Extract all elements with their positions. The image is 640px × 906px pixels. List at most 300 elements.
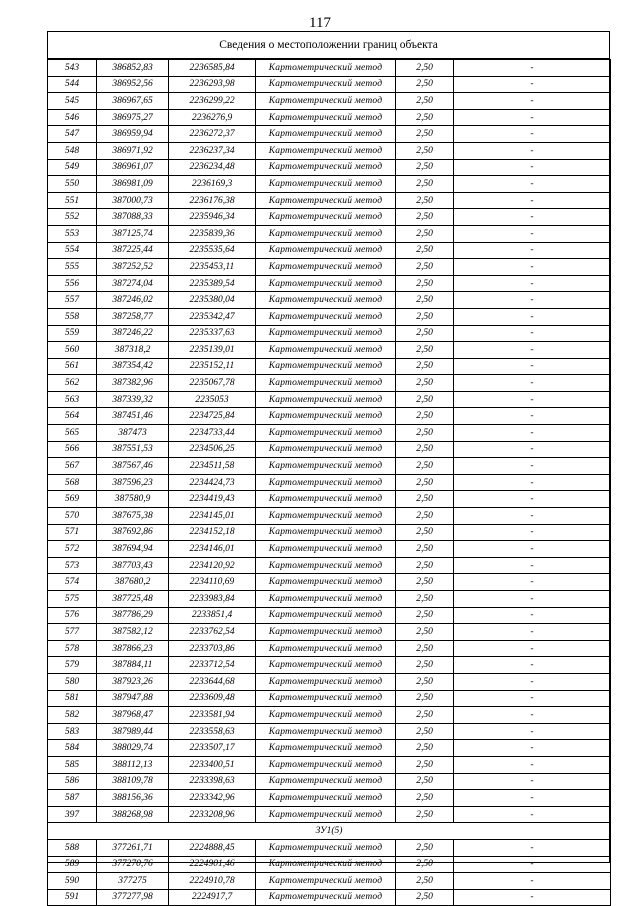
cell-point-number: 548 (48, 142, 97, 159)
cell-coord-x: 388268,98 (97, 806, 169, 823)
table-row (48, 607, 611, 624)
cell-method: Картометрический метод (256, 508, 396, 525)
cell-description: - (454, 225, 611, 242)
cell-method: Картометрический метод (256, 591, 396, 608)
cell-method: Картометрический метод (256, 275, 396, 292)
cell-coord-y: 2233983,84 (169, 591, 256, 608)
cell-coord-y: 2234725,84 (169, 408, 256, 425)
cell-point-number: 582 (48, 707, 97, 724)
cell-description: - (454, 358, 611, 375)
cell-point-number: 587 (48, 790, 97, 807)
cell-point-number: 590 (48, 873, 97, 890)
cell-coord-x: 386967,65 (97, 93, 169, 110)
cell-accuracy: 2,50 (396, 839, 454, 856)
cell-coord-y: 2235067,78 (169, 375, 256, 392)
cell-coord-x: 387582,12 (97, 624, 169, 641)
cell-accuracy: 2,50 (396, 574, 454, 591)
cell-coord-y: 2234120,92 (169, 557, 256, 574)
cell-coord-y: 2234152,18 (169, 524, 256, 541)
cell-accuracy: 2,50 (396, 657, 454, 674)
table-row (48, 325, 611, 342)
table-row (48, 707, 611, 724)
table-row (48, 259, 611, 276)
cell-point-number: 550 (48, 176, 97, 193)
cell-coord-x: 387451,46 (97, 408, 169, 425)
cell-description: - (454, 873, 611, 890)
table-row (48, 856, 611, 873)
table-row (48, 773, 611, 790)
cell-accuracy: 2,50 (396, 458, 454, 475)
table-row (48, 209, 611, 226)
cell-point-number: 556 (48, 275, 97, 292)
table-row (48, 524, 611, 541)
cell-method: Картометрический метод (256, 889, 396, 906)
cell-coord-y: 2233703,86 (169, 640, 256, 657)
cell-coord-y: 2234506,25 (169, 441, 256, 458)
cell-method: Картометрический метод (256, 93, 396, 110)
cell-coord-y: 2234110,69 (169, 574, 256, 591)
cell-coord-x: 386952,56 (97, 76, 169, 93)
cell-accuracy: 2,50 (396, 176, 454, 193)
cell-method: Картометрический метод (256, 126, 396, 143)
boundary-table-frame (47, 31, 610, 903)
cell-coord-y: 2235342,47 (169, 308, 256, 325)
cell-description: - (454, 640, 611, 657)
cell-coord-x: 387088,33 (97, 209, 169, 226)
cell-method: Картометрический метод (256, 408, 396, 425)
cell-description: - (454, 889, 611, 906)
cell-method: Картометрический метод (256, 441, 396, 458)
cell-method: Картометрический метод (256, 391, 396, 408)
cell-method: Картометрический метод (256, 242, 396, 259)
cell-coord-y: 2235839,36 (169, 225, 256, 242)
table-row (48, 308, 611, 325)
cell-coord-y: 2233400,51 (169, 756, 256, 773)
cell-description: - (454, 508, 611, 525)
boundary-points-table (47, 59, 611, 906)
cell-point-number: 547 (48, 126, 97, 143)
cell-coord-x: 387725,48 (97, 591, 169, 608)
cell-accuracy: 2,50 (396, 607, 454, 624)
cell-point-number: 567 (48, 458, 97, 475)
cell-coord-y: 2233398,63 (169, 773, 256, 790)
cell-point-number: 570 (48, 508, 97, 525)
cell-accuracy: 2,50 (396, 441, 454, 458)
cell-method: Картометрический метод (256, 541, 396, 558)
cell-point-number: 583 (48, 723, 97, 740)
cell-method: Картометрический метод (256, 873, 396, 890)
cell-coord-y: 2234511,58 (169, 458, 256, 475)
cell-accuracy: 2,50 (396, 358, 454, 375)
cell-coord-y: 2236276,9 (169, 109, 256, 126)
cell-coord-x: 388109,78 (97, 773, 169, 790)
cell-description: - (454, 806, 611, 823)
cell-method: Картометрический метод (256, 839, 396, 856)
cell-accuracy: 2,50 (396, 474, 454, 491)
table-row (48, 889, 611, 906)
cell-accuracy: 2,50 (396, 225, 454, 242)
cell-method: Картометрический метод (256, 209, 396, 226)
table-row (48, 458, 611, 475)
cell-point-number: 580 (48, 673, 97, 690)
cell-description: - (454, 192, 611, 209)
cell-point-number: 571 (48, 524, 97, 541)
cell-coord-x: 387866,23 (97, 640, 169, 657)
cell-point-number: 578 (48, 640, 97, 657)
cell-coord-y: 2233609,48 (169, 690, 256, 707)
cell-method: Картометрический метод (256, 491, 396, 508)
section-label: ЗУ1(5) (48, 823, 611, 840)
cell-description: - (454, 524, 611, 541)
cell-point-number: 560 (48, 342, 97, 359)
cell-method: Картометрический метод (256, 723, 396, 740)
cell-description: - (454, 93, 611, 110)
cell-description: - (454, 76, 611, 93)
table-row (48, 673, 611, 690)
table-row (48, 425, 611, 442)
cell-coord-x: 387125,74 (97, 225, 169, 242)
cell-coord-x: 377277,98 (97, 889, 169, 906)
table-row (48, 508, 611, 525)
cell-description: - (454, 790, 611, 807)
cell-coord-y: 2234145,01 (169, 508, 256, 525)
cell-coord-x: 387225,44 (97, 242, 169, 259)
cell-coord-x: 387680,2 (97, 574, 169, 591)
cell-point-number: 557 (48, 292, 97, 309)
cell-coord-x: 386975,27 (97, 109, 169, 126)
cell-method: Картометрический метод (256, 325, 396, 342)
cell-accuracy: 2,50 (396, 524, 454, 541)
cell-description: - (454, 574, 611, 591)
cell-description: - (454, 557, 611, 574)
cell-method: Картометрический метод (256, 574, 396, 591)
cell-accuracy: 2,50 (396, 624, 454, 641)
table-row (48, 342, 611, 359)
cell-accuracy: 2,50 (396, 408, 454, 425)
cell-coord-y: 2236237,34 (169, 142, 256, 159)
cell-point-number: 564 (48, 408, 97, 425)
cell-point-number: 579 (48, 657, 97, 674)
cell-method: Картометрический метод (256, 358, 396, 375)
cell-accuracy: 2,50 (396, 126, 454, 143)
cell-coord-y: 2234733,44 (169, 425, 256, 442)
cell-coord-y: 2233581,94 (169, 707, 256, 724)
cell-coord-x: 387884,11 (97, 657, 169, 674)
table-row (48, 491, 611, 508)
cell-coord-x: 386959,94 (97, 126, 169, 143)
cell-method: Картометрический метод (256, 259, 396, 276)
cell-coord-x: 387923,26 (97, 673, 169, 690)
cell-description: - (454, 425, 611, 442)
cell-coord-x: 387274,04 (97, 275, 169, 292)
cell-description: - (454, 657, 611, 674)
cell-accuracy: 2,50 (396, 740, 454, 757)
cell-point-number: 543 (48, 60, 97, 77)
cell-point-number: 565 (48, 425, 97, 442)
cell-accuracy: 2,50 (396, 242, 454, 259)
table-row (48, 640, 611, 657)
table-title: Сведения о местоположении границ объекта (48, 32, 609, 59)
cell-point-number: 574 (48, 574, 97, 591)
cell-description: - (454, 176, 611, 193)
table-row (48, 574, 611, 591)
cell-coord-y: 2235946,34 (169, 209, 256, 226)
table-row (48, 176, 611, 193)
table-row (48, 723, 611, 740)
cell-coord-x: 387339,32 (97, 391, 169, 408)
cell-accuracy: 2,50 (396, 159, 454, 176)
cell-coord-y: 2233644,68 (169, 673, 256, 690)
cell-method: Картометрический метод (256, 425, 396, 442)
cell-method: Картометрический метод (256, 142, 396, 159)
cell-description: - (454, 773, 611, 790)
cell-description: - (454, 159, 611, 176)
cell-method: Картометрический метод (256, 225, 396, 242)
cell-accuracy: 2,50 (396, 773, 454, 790)
cell-point-number: 581 (48, 690, 97, 707)
table-row (48, 375, 611, 392)
cell-description: - (454, 474, 611, 491)
cell-point-number: 588 (48, 839, 97, 856)
cell-accuracy: 2,50 (396, 259, 454, 276)
cell-coord-y: 2233762,54 (169, 624, 256, 641)
cell-point-number: 559 (48, 325, 97, 342)
cell-coord-y: 2224901,46 (169, 856, 256, 873)
cell-coord-y: 2233208,96 (169, 806, 256, 823)
cell-accuracy: 2,50 (396, 109, 454, 126)
cell-method: Картометрический метод (256, 524, 396, 541)
cell-method: Картометрический метод (256, 76, 396, 93)
cell-coord-x: 386981,09 (97, 176, 169, 193)
cell-accuracy: 2,50 (396, 292, 454, 309)
cell-description: - (454, 109, 611, 126)
cell-coord-x: 388029,74 (97, 740, 169, 757)
cell-method: Картометрический метод (256, 176, 396, 193)
cell-accuracy: 2,50 (396, 375, 454, 392)
table-row (48, 441, 611, 458)
table-row (48, 756, 611, 773)
cell-coord-x: 387000,73 (97, 192, 169, 209)
cell-accuracy: 2,50 (396, 391, 454, 408)
cell-coord-y: 2236169,3 (169, 176, 256, 193)
cell-coord-y: 2234424,73 (169, 474, 256, 491)
cell-coord-x: 387354,42 (97, 358, 169, 375)
cell-coord-x: 386971,92 (97, 142, 169, 159)
cell-coord-x: 387968,47 (97, 707, 169, 724)
cell-method: Картометрический метод (256, 640, 396, 657)
cell-method: Картометрический метод (256, 773, 396, 790)
cell-coord-y: 2236234,48 (169, 159, 256, 176)
cell-coord-y: 2235152,11 (169, 358, 256, 375)
cell-method: Картометрический метод (256, 109, 396, 126)
cell-accuracy: 2,50 (396, 707, 454, 724)
cell-accuracy: 2,50 (396, 76, 454, 93)
cell-coord-x: 387246,02 (97, 292, 169, 309)
cell-point-number: 591 (48, 889, 97, 906)
cell-description: - (454, 209, 611, 226)
table-row (48, 474, 611, 491)
cell-method: Картометрический метод (256, 806, 396, 823)
cell-description: - (454, 275, 611, 292)
cell-description: - (454, 259, 611, 276)
cell-coord-x: 387675,38 (97, 508, 169, 525)
cell-accuracy: 2,50 (396, 508, 454, 525)
cell-point-number: 555 (48, 259, 97, 276)
cell-coord-y: 2234146,01 (169, 541, 256, 558)
cell-accuracy: 2,50 (396, 856, 454, 873)
cell-coord-x: 387551,53 (97, 441, 169, 458)
cell-point-number: 573 (48, 557, 97, 574)
table-row (48, 657, 611, 674)
cell-coord-y: 2233558,63 (169, 723, 256, 740)
cell-point-number: 552 (48, 209, 97, 226)
cell-coord-y: 2235053 (169, 391, 256, 408)
cell-coord-y: 2236272,37 (169, 126, 256, 143)
cell-coord-x: 387786,29 (97, 607, 169, 624)
cell-coord-y: 2236585,84 (169, 60, 256, 77)
cell-accuracy: 2,50 (396, 673, 454, 690)
cell-coord-x: 388156,36 (97, 790, 169, 807)
table-row (48, 192, 611, 209)
cell-coord-x: 388112,13 (97, 756, 169, 773)
table-row (48, 839, 611, 856)
cell-description: - (454, 60, 611, 77)
table-row (48, 408, 611, 425)
table-row (48, 60, 611, 77)
cell-accuracy: 2,50 (396, 873, 454, 890)
cell-description: - (454, 591, 611, 608)
cell-accuracy: 2,50 (396, 557, 454, 574)
cell-point-number: 589 (48, 856, 97, 873)
cell-coord-x: 377270,76 (97, 856, 169, 873)
table-row (48, 740, 611, 757)
cell-description: - (454, 242, 611, 259)
cell-method: Картометрический метод (256, 624, 396, 641)
cell-method: Картометрический метод (256, 159, 396, 176)
table-row (48, 93, 611, 110)
cell-method: Картометрический метод (256, 308, 396, 325)
cell-coord-x: 387580,9 (97, 491, 169, 508)
cell-accuracy: 2,50 (396, 93, 454, 110)
cell-description: - (454, 308, 611, 325)
table-row (48, 358, 611, 375)
cell-description: - (454, 856, 611, 873)
cell-description: - (454, 458, 611, 475)
table-row (48, 690, 611, 707)
cell-coord-y: 2235337,63 (169, 325, 256, 342)
cell-description: - (454, 607, 611, 624)
cell-description: - (454, 491, 611, 508)
cell-point-number: 561 (48, 358, 97, 375)
cell-coord-x: 377275 (97, 873, 169, 890)
cell-point-number: 397 (48, 806, 97, 823)
cell-point-number: 558 (48, 308, 97, 325)
section-row (48, 823, 611, 840)
cell-coord-x: 387567,46 (97, 458, 169, 475)
cell-coord-x: 377261,71 (97, 839, 169, 856)
cell-coord-y: 2233712,54 (169, 657, 256, 674)
cell-point-number: 572 (48, 541, 97, 558)
cell-coord-x: 387692,86 (97, 524, 169, 541)
cell-description: - (454, 325, 611, 342)
cell-method: Картометрический метод (256, 756, 396, 773)
cell-coord-y: 2236176,38 (169, 192, 256, 209)
cell-accuracy: 2,50 (396, 308, 454, 325)
cell-description: - (454, 541, 611, 558)
table-row (48, 557, 611, 574)
cell-point-number: 575 (48, 591, 97, 608)
cell-method: Картометрический метод (256, 292, 396, 309)
cell-coord-x: 387382,96 (97, 375, 169, 392)
cell-coord-y: 2224888,45 (169, 839, 256, 856)
cell-coord-y: 2233507,17 (169, 740, 256, 757)
cell-coord-y: 2235380,04 (169, 292, 256, 309)
cell-description: - (454, 756, 611, 773)
table-row (48, 142, 611, 159)
cell-description: - (454, 342, 611, 359)
cell-accuracy: 2,50 (396, 756, 454, 773)
cell-point-number: 551 (48, 192, 97, 209)
cell-description: - (454, 624, 611, 641)
cell-method: Картометрический метод (256, 342, 396, 359)
cell-accuracy: 2,50 (396, 209, 454, 226)
table-row (48, 806, 611, 823)
cell-point-number: 576 (48, 607, 97, 624)
table-row (48, 624, 611, 641)
cell-coord-y: 2233342,96 (169, 790, 256, 807)
cell-coord-x: 387318,2 (97, 342, 169, 359)
cell-coord-y: 2236293,98 (169, 76, 256, 93)
cell-point-number: 546 (48, 109, 97, 126)
cell-accuracy: 2,50 (396, 690, 454, 707)
cell-description: - (454, 126, 611, 143)
cell-description: - (454, 690, 611, 707)
cell-accuracy: 2,50 (396, 541, 454, 558)
table-row (48, 275, 611, 292)
cell-description: - (454, 673, 611, 690)
cell-method: Картометрический метод (256, 375, 396, 392)
cell-point-number: 568 (48, 474, 97, 491)
cell-point-number: 554 (48, 242, 97, 259)
cell-coord-x: 387703,43 (97, 557, 169, 574)
cell-accuracy: 2,50 (396, 60, 454, 77)
cell-coord-x: 386852,83 (97, 60, 169, 77)
table-row (48, 126, 611, 143)
cell-coord-x: 387989,44 (97, 723, 169, 740)
cell-coord-x: 387947,88 (97, 690, 169, 707)
cell-point-number: 566 (48, 441, 97, 458)
cell-description: - (454, 441, 611, 458)
cell-coord-y: 2224910,78 (169, 873, 256, 890)
cell-coord-y: 2235453,11 (169, 259, 256, 276)
cell-coord-y: 2235139,01 (169, 342, 256, 359)
cell-accuracy: 2,50 (396, 142, 454, 159)
table-row (48, 159, 611, 176)
table-row (48, 873, 611, 890)
cell-accuracy: 2,50 (396, 325, 454, 342)
cell-description: - (454, 391, 611, 408)
boundary-points-body (48, 60, 611, 906)
cell-coord-x: 387246,22 (97, 325, 169, 342)
cell-accuracy: 2,50 (396, 790, 454, 807)
cell-coord-x: 387694,94 (97, 541, 169, 558)
cell-coord-y: 2224917,7 (169, 889, 256, 906)
cell-coord-y: 2235535,64 (169, 242, 256, 259)
cell-coord-y: 2233851,4 (169, 607, 256, 624)
cell-point-number: 553 (48, 225, 97, 242)
cell-point-number: 549 (48, 159, 97, 176)
cell-method: Картометрический метод (256, 557, 396, 574)
